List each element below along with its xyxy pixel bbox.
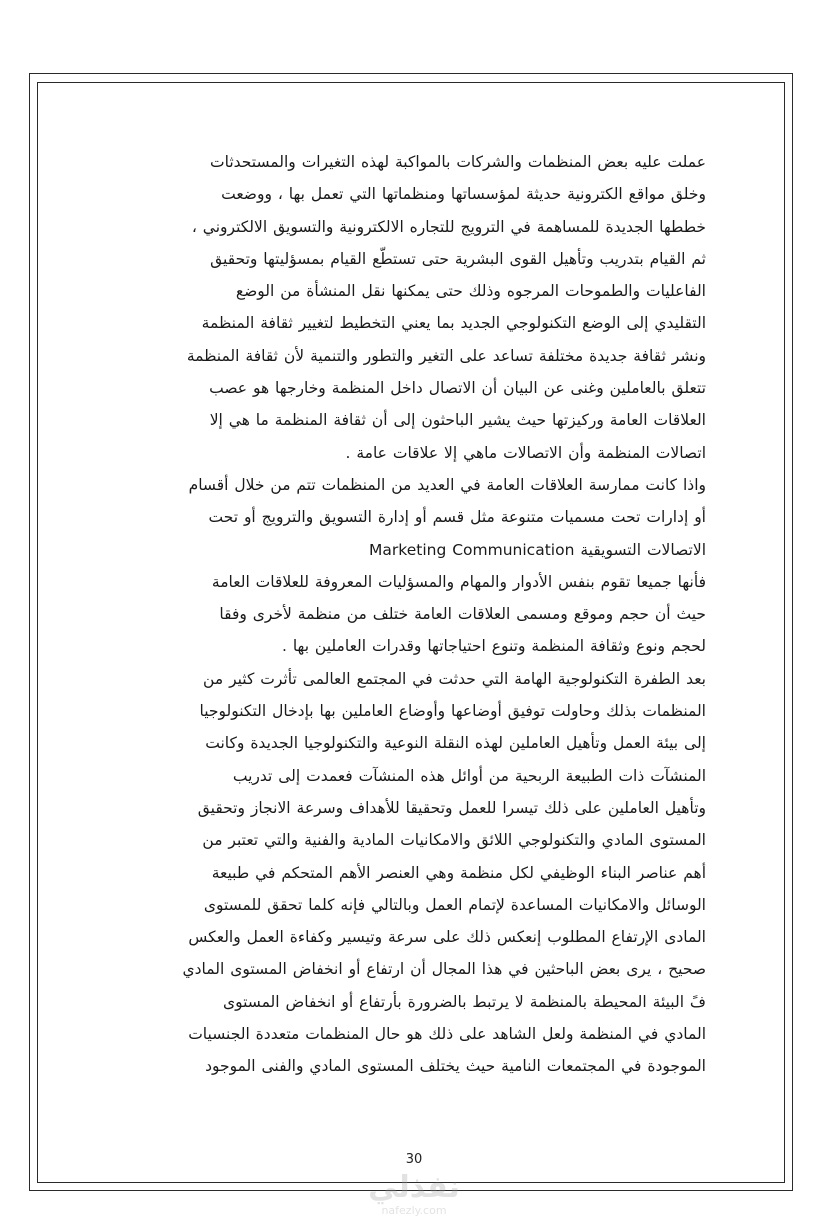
text-line: المنشآت ذات الطبيعة الربحية من أوائل هذه المنشآت فعمدت إلى تدريب bbox=[232, 766, 706, 785]
text-line: فأنها جميعا تقوم بنفس الأدوار والمهام والمسؤليات المعروفة للعلاقات العامة bbox=[211, 572, 706, 591]
text-line: الفاعليات والطموحات المرجوه وذلك حتى يمكنها نقل المنشأة من الوضع bbox=[235, 282, 706, 301]
text-line: فً البيئة المحيطة بالمنظمة لا يرتبط بالضرورة بأرتفاع أو انخفاض المستوى bbox=[222, 992, 706, 1011]
text-line: ونشر ثقافة جديدة مختلفة تساعد على التغير والتطور والتنمية لأن ثقافة المنظمة bbox=[186, 346, 706, 365]
text-line: ثم القيام بتدريب وتأهيل القوى البشرية حتى تستطّع القيام بمسؤليتها وتحقيق bbox=[210, 249, 706, 268]
text-line: بعد الطفرة التكنولوجية الهامة التي حدثت في المجتمع العالمى تأثرت كثير من bbox=[203, 669, 706, 688]
text-line: لحجم ونوع وثقافة المنظمة وتنوع احتياجاتها وقدرات العاملين بها . bbox=[281, 637, 706, 656]
text-line: المادي في المنظمة ولعل الشاهد على ذلك هو حال المنظمات متعددة الجنسيات bbox=[188, 1025, 706, 1044]
text-line: العلاقات العامة وركيزتها حيث يشير الباحثون إلى أن ثقافة المنظمة ما هي إلا bbox=[209, 411, 706, 430]
text-line: وتأهيل العاملين على ذلك تيسرا للعمل وتحقيقا للأهداف وسرعة الانجاز وتحقيق bbox=[197, 798, 706, 817]
text-line: الوسائل والامكانيات المساعدة لإتمام العمل وبالتالي فإنه كلما تحقق للمستوى bbox=[203, 895, 706, 914]
watermark-logo bbox=[354, 1172, 474, 1224]
text-line: الموجودة في المجتمعات النامية حيث يختلف المستوى المادي والفنى الموجود bbox=[205, 1057, 706, 1076]
text-line: صحيح ، يرى بعض الباحثين في هذا المجال أن ارتفاع أو انخفاض المستوى المادي bbox=[182, 960, 706, 979]
text-line: المستوى المادي والتكنولوجي اللائق والامكانيات المادية والفنية والتي تعتبر من bbox=[202, 831, 706, 850]
text-line: إلى بيئة العمل وتأهيل العاملين لهذه النقلة النوعية والتكنولوجيا الجديدة وكانت bbox=[205, 734, 706, 753]
watermark-logo-text: نفذلي bbox=[368, 1170, 460, 1205]
text-line: واذا كانت ممارسة العلاقات العامة في العديد من المنظمات تتم من خلال أقسام bbox=[188, 475, 706, 494]
text-line: أو إدارات تحت مسميات متنوعة مثل قسم أو إدارة التسويق والترويج أو تحت bbox=[208, 508, 706, 527]
body-text bbox=[118, 146, 706, 1083]
text-line: التقليدي إلى الوضع التكنولوجي الجديد بما يعني التخطيط لتغيير ثقافة المنظمة bbox=[201, 314, 706, 333]
text-line: حيث أن حجم وموقع ومسمى العلاقات العامة ختلف من منظمة لأخرى وفقا bbox=[219, 605, 706, 624]
text-line: تتعلق بالعاملين وغنى عن البيان أن الاتصال داخل المنظمة وخارجها هو عصب bbox=[209, 379, 706, 398]
text-line: المنظمات بذلك وحاولت توفيق أوضاعها وأوضاع العاملين بها بإدخال التكنولوجيا bbox=[199, 702, 706, 721]
text-line: المادى الإرتفاع المطلوب إنعكس ذلك على سرعة وتيسير وكفاءة العمل والعكس bbox=[188, 928, 706, 947]
watermark-url: nafezly.com bbox=[381, 1204, 447, 1217]
text-line: أهم عناصر البناء الوظيفي لكل منظمة وهي العنصر الأهم المتحكم في طبيعة bbox=[211, 863, 706, 882]
text-line: خططها الجديدة للمساهمة في الترويج للتجاره الالكترونية والتسويق الالكتروني ، bbox=[191, 217, 706, 236]
text-line: اتصالات المنظمة وأن الاتصالات ماهي إلا علاقات عامة . bbox=[345, 443, 706, 462]
page-number: 30 bbox=[405, 1152, 423, 1167]
text-line: الاتصالات التسويقية Marketing Communication bbox=[369, 540, 706, 559]
text-line: عملت عليه بعض المنظمات والشركات بالمواكبة لهذه التغيرات والمستحدثات bbox=[210, 153, 706, 171]
text-line: وخلق مواقع الكترونية حديثة لمؤسساتها ومنظماتها التي تعمل بها ، ووضعت bbox=[221, 185, 706, 204]
